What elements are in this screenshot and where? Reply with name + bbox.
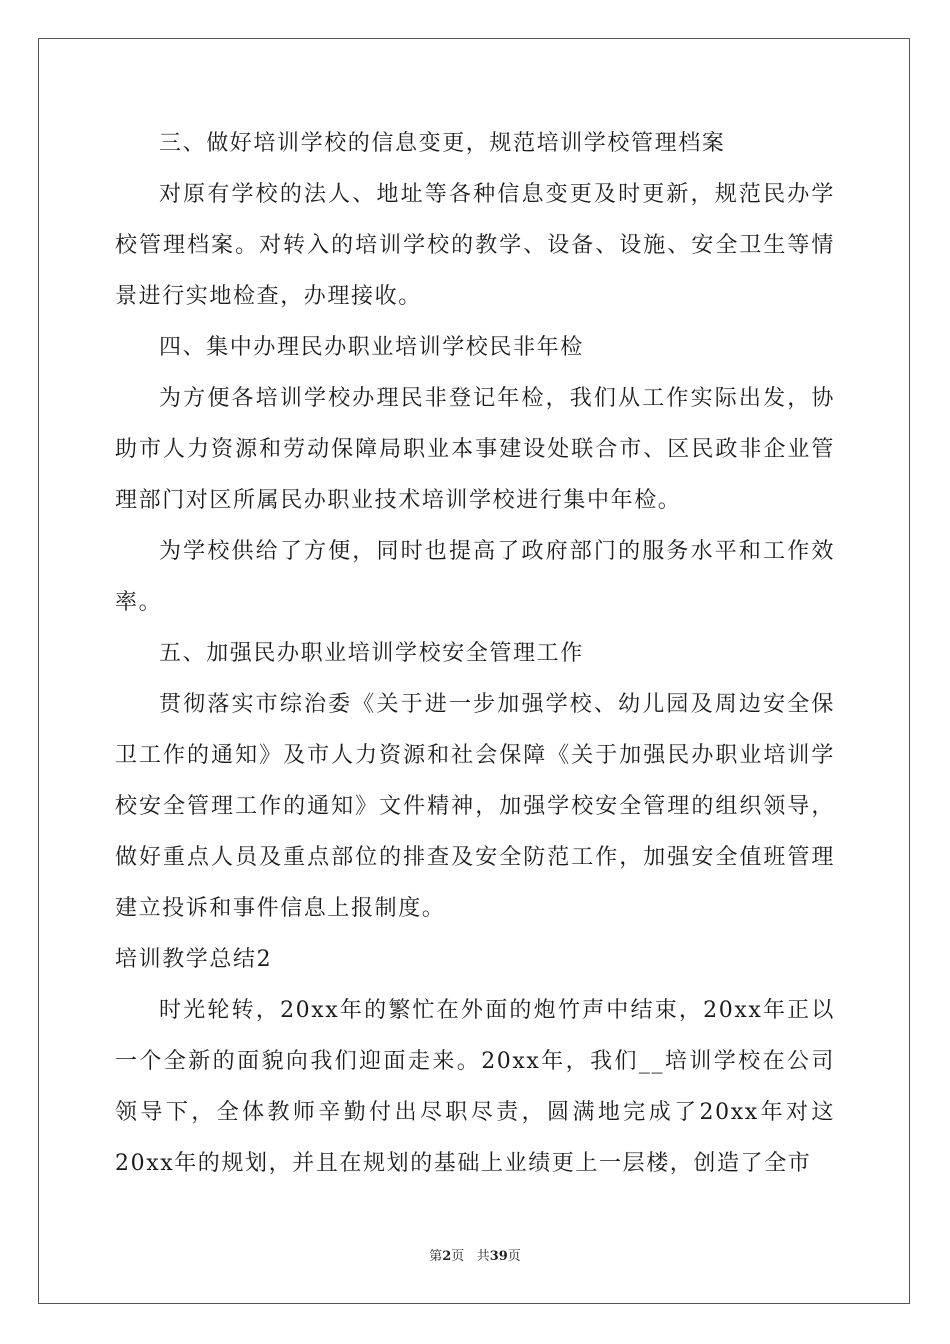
heading-section-5: 五、加强民办职业培训学校安全管理工作 <box>159 641 584 666</box>
page-suffix: 页 <box>451 1249 465 1264</box>
heading-section-4: 四、集中办理民办职业培训学校民非年检 <box>159 335 584 360</box>
total-suffix: 页 <box>507 1249 521 1264</box>
paragraph: 时光轮转，20xx年的繁忙在外面的炮竹声中结束，20xx年正以一个全新的面貌向我们迎面走来。20xx年，我们__培训学校在公司领导下，全体教师辛勤付出尽职尽责，圆满地完成了20xx年对这20xx年的规划，并且在规划的基础上业绩更上一层楼，创造了全市 <box>115 998 835 1176</box>
paragraph: 贯彻落实市综治委《关于进一步加强学校、幼儿园及周边安全保卫工作的通知》及市人力资源和社会保障《关于加强民办职业培训学校安全管理工作的通知》文件精神，加强学校安全管理的组织领导，做好重点人员及重点部位的排查及安全防范工作，加强安全值班管理建立投诉和事件信息上报制度。 <box>115 692 835 921</box>
paragraph: 为方便各培训学校办理民非登记年检，我们从工作实际出发，协助市人力资源和劳动保障局职业本事建设处联合市、区民政非企业管理部门对区所属民办职业技术培训学校进行集中年检。 <box>115 386 835 513</box>
paragraph: 为学校供给了方便，同时也提高了政府部门的服务水平和工作效率。 <box>115 539 835 615</box>
total-prefix: 共 <box>476 1249 490 1264</box>
page-number: 2 <box>442 1249 452 1264</box>
heading-section-3: 三、做好培训学校的信息变更，规范培训学校管理档案 <box>159 131 726 156</box>
page-footer <box>0 1245 950 1264</box>
total-pages: 39 <box>489 1249 508 1264</box>
document-subtitle: 培训教学总结2 <box>115 947 273 972</box>
paragraph: 对原有学校的法人、地址等各种信息变更及时更新，规范民办学校管理档案。对转入的培训学校的教学、设备、设施、安全卫生等情景进行实地检查，办理接收。 <box>115 182 835 309</box>
page-prefix: 第 <box>429 1249 443 1264</box>
document-body <box>115 118 835 1189</box>
